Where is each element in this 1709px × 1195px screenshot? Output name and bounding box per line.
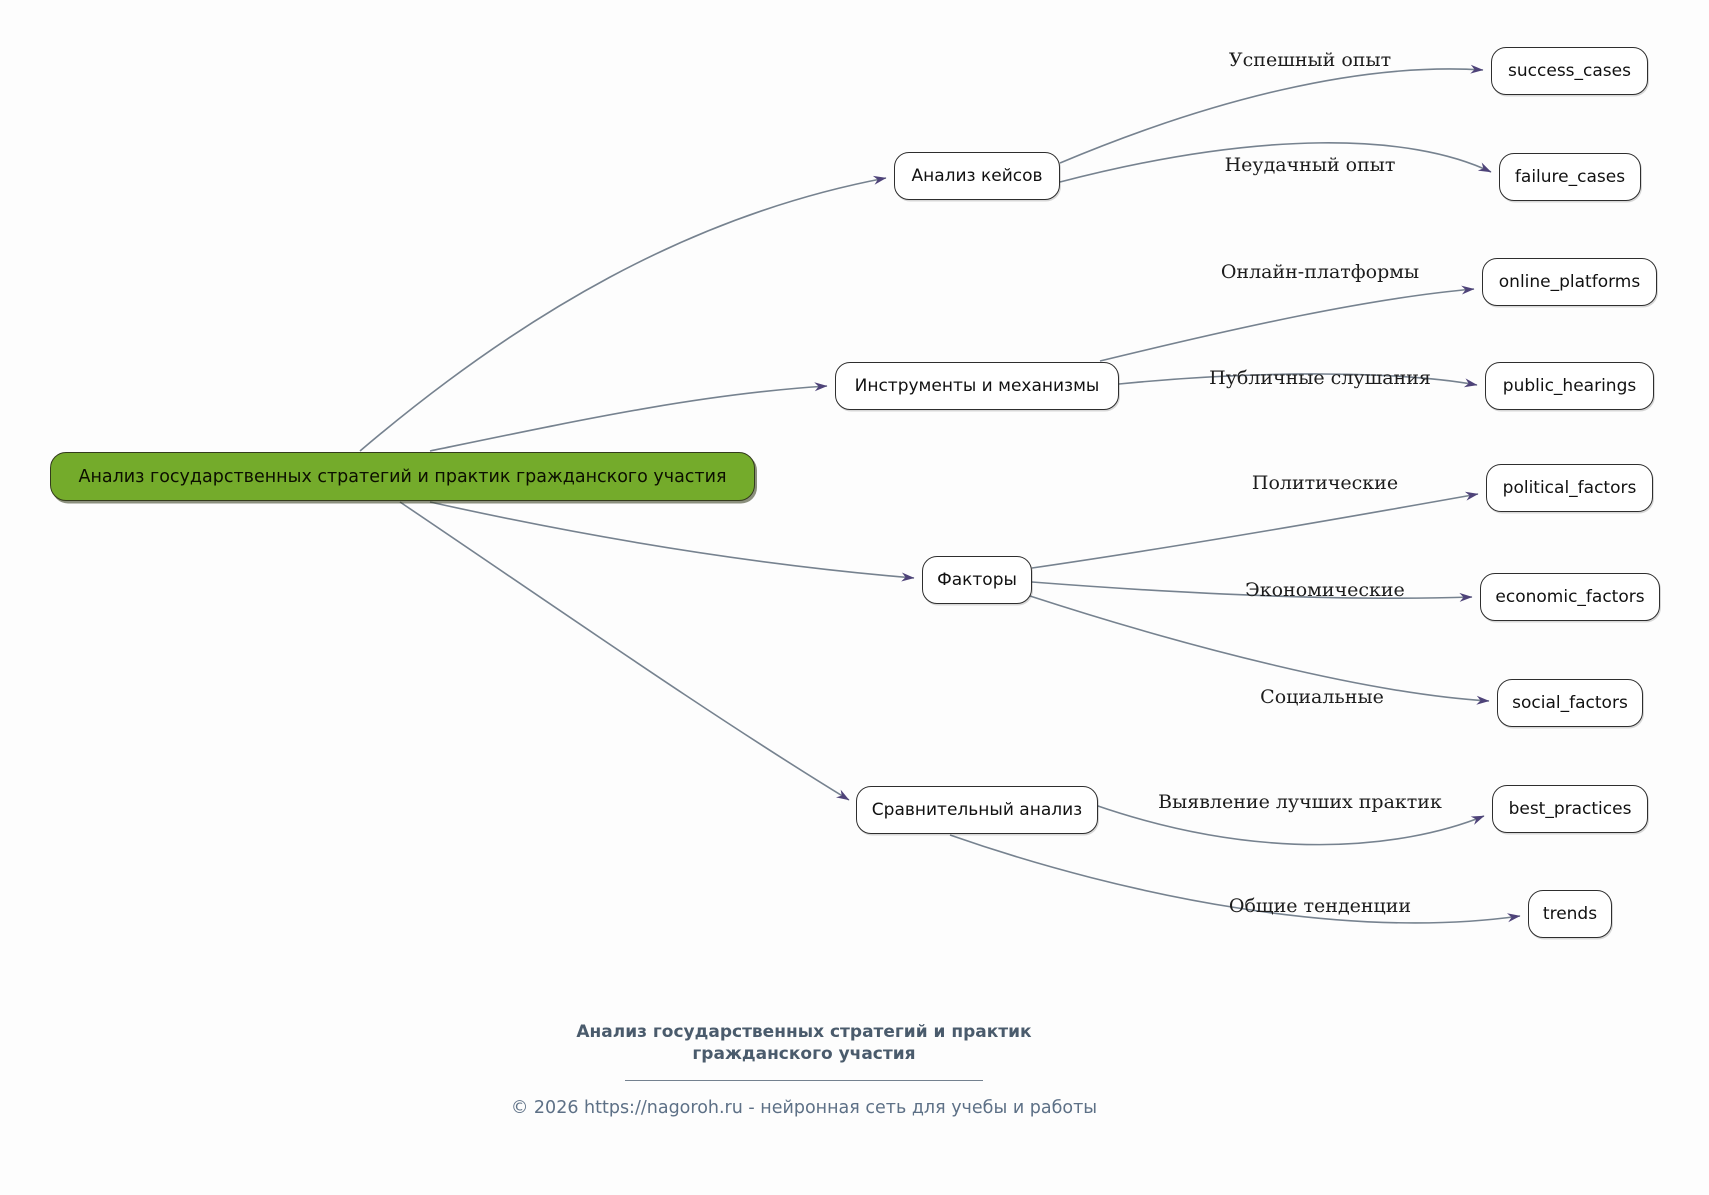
root-node: Анализ государственных стратегий и практик гражданского участия xyxy=(50,452,755,501)
edge-tools-to-online xyxy=(1100,289,1474,361)
branch-node-tools: Инструменты и механизмы xyxy=(835,362,1119,410)
edge-label-trends: Общие тенденции xyxy=(1228,895,1412,917)
leaf-node-best-practices: best_practices xyxy=(1492,785,1648,833)
branch-node-case-analysis: Анализ кейсов xyxy=(894,152,1060,200)
edge-label-success: Успешный опыт xyxy=(1228,49,1392,71)
leaf-node-trends: trends xyxy=(1528,890,1612,938)
leaf-node-economic-factors: economic_factors xyxy=(1480,573,1660,621)
edge-label-failure: Неудачный опыт xyxy=(1224,154,1396,176)
edge-root-to-tools xyxy=(430,386,827,451)
edge-case-to-success xyxy=(1060,69,1483,163)
branch-node-comparative: Сравнительный анализ xyxy=(856,786,1098,834)
leaf-node-failure-cases: failure_cases xyxy=(1499,153,1641,201)
footer-title-line2: гражданского участия xyxy=(692,1043,916,1064)
footer xyxy=(500,1022,1108,1118)
footer-title-line1: Анализ государственных стратегий и практик xyxy=(576,1022,1032,1042)
edge-label-social: Социальные xyxy=(1260,686,1384,708)
leaf-node-political-factors: political_factors xyxy=(1486,464,1653,512)
leaf-node-social-factors: social_factors xyxy=(1497,679,1643,727)
edge-label-political: Политические xyxy=(1251,472,1399,494)
branch-node-factors: Факторы xyxy=(922,556,1032,604)
leaf-node-success-cases: success_cases xyxy=(1491,47,1648,95)
leaf-node-online-platforms: online_platforms xyxy=(1482,258,1657,306)
leaf-node-public-hearings: public_hearings xyxy=(1485,362,1654,410)
edge-label-online: Онлайн-платформы xyxy=(1220,261,1420,283)
edge-label-economic: Экономические xyxy=(1245,579,1405,601)
edge-root-to-case-analysis xyxy=(360,178,886,451)
edge-label-public: Публичные слушания xyxy=(1209,367,1431,389)
footer-copyright: © 2026 https://nagoroh.ru - нейронная сеть для учебы и работы xyxy=(510,1097,1098,1118)
edge-root-to-factors xyxy=(430,502,914,578)
footer-divider xyxy=(625,1080,983,1081)
edge-root-to-comparative xyxy=(400,502,849,800)
edge-label-best: Выявление лучших практик xyxy=(1158,791,1442,813)
footer-title xyxy=(500,1022,1108,1066)
edge-factors-to-political xyxy=(1032,494,1478,568)
